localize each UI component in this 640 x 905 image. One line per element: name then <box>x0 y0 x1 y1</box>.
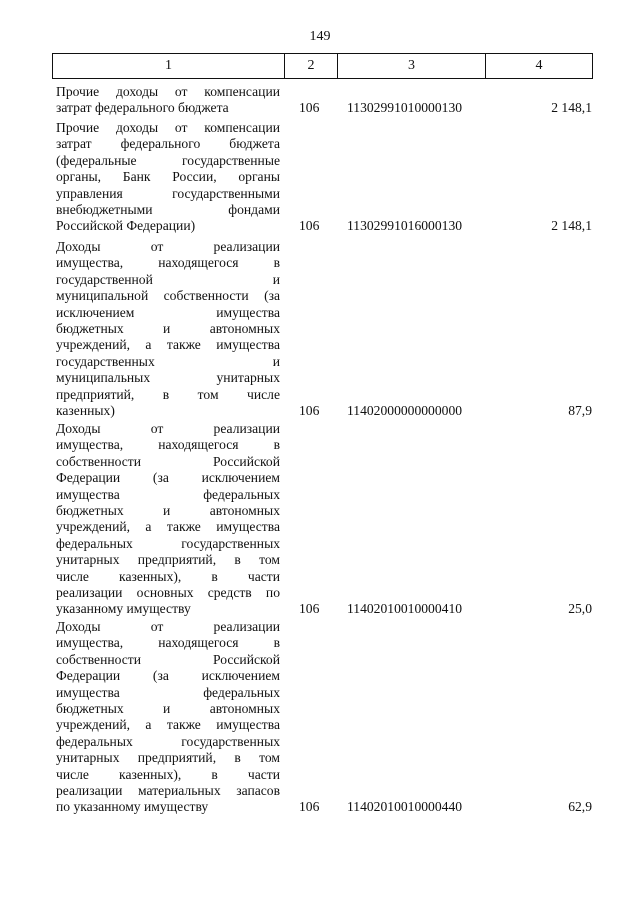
header-col-3: 3 <box>338 54 486 78</box>
row-description <box>56 619 280 816</box>
description-line: имущества федеральных <box>56 684 280 700</box>
description-line: имущества, находящегося в <box>56 255 280 271</box>
description-line: Доходы от реализации <box>56 421 280 436</box>
row-amount: 25,0 <box>568 601 592 617</box>
description-line: Доходы от реализации <box>56 619 280 634</box>
description-line: реализации основных средств по <box>56 585 280 601</box>
table-row <box>56 421 592 618</box>
description-line: муниципальной собственности (за <box>56 288 280 304</box>
table-row <box>56 120 592 235</box>
table-header <box>52 53 593 79</box>
row-amount: 62,9 <box>568 799 592 815</box>
description-line: реализации материальных запасов <box>56 783 280 799</box>
description-line: собственности Российской <box>56 453 280 469</box>
row-description <box>56 421 280 618</box>
description-line: указанному имуществу <box>56 601 191 617</box>
description-line: Прочие доходы от компенсации <box>56 120 280 135</box>
description-line: исключением имущества <box>56 304 280 320</box>
description-line: бюджетных и автономных <box>56 321 280 337</box>
description-line: затрат федерального бюджета <box>56 136 280 152</box>
description-line: унитарных предприятий, в том <box>56 552 280 568</box>
description-line: имущества федеральных <box>56 486 280 502</box>
row-admin-code: 106 <box>299 403 320 419</box>
header-col-2: 2 <box>285 54 338 78</box>
row-admin-code: 106 <box>299 601 320 617</box>
description-line: (федеральные государственные <box>56 152 280 168</box>
row-budget-code: 11302991016000130 <box>347 218 463 234</box>
description-line: государственных и <box>56 353 280 369</box>
row-description <box>56 84 280 117</box>
description-line: унитарных предприятий, в том <box>56 750 280 766</box>
row-budget-code: 11402000000000000 <box>347 403 463 419</box>
description-line: числе казенных), в части <box>56 568 280 584</box>
description-line: имущества, находящегося в <box>56 437 280 453</box>
description-line: федеральных государственных <box>56 535 280 551</box>
description-line: собственности Российской <box>56 651 280 667</box>
description-line: муниципальных унитарных <box>56 370 280 386</box>
description-line: затрат федерального бюджета <box>56 100 229 116</box>
description-line: числе казенных), в части <box>56 766 280 782</box>
table-row <box>56 84 592 117</box>
row-amount: 87,9 <box>568 403 592 419</box>
description-line: Доходы от реализации <box>56 239 280 254</box>
description-line: бюджетных и автономных <box>56 701 280 717</box>
description-line: бюджетных и автономных <box>56 503 280 519</box>
description-line: имущества, находящегося в <box>56 635 280 651</box>
description-line: предприятий, в том числе <box>56 386 280 402</box>
description-line: учреждений, а также имущества <box>56 519 280 535</box>
row-budget-code: 11402010010000410 <box>347 601 463 617</box>
row-amount: 2 148,1 <box>551 100 592 116</box>
description-line: Прочие доходы от компенсации <box>56 84 280 99</box>
description-line: государственной и <box>56 271 280 287</box>
description-line: учреждений, а также имущества <box>56 337 280 353</box>
row-admin-code: 106 <box>299 799 320 815</box>
header-col-4: 4 <box>535 58 543 73</box>
description-line: органы, Банк России, органы <box>56 169 280 185</box>
row-admin-code: 106 <box>299 100 320 116</box>
description-line: учреждений, а также имущества <box>56 717 280 733</box>
row-amount: 2 148,1 <box>551 218 592 234</box>
description-line: Федерации (за исключением <box>56 668 280 684</box>
description-line: федеральных государственных <box>56 733 280 749</box>
table-row <box>56 619 592 816</box>
row-budget-code: 11302991010000130 <box>347 100 463 116</box>
row-admin-code: 106 <box>299 218 320 234</box>
row-description <box>56 120 280 235</box>
description-line: по указанному имуществу <box>56 799 209 815</box>
table-row <box>56 239 592 419</box>
header-col-1: 1 <box>53 54 285 78</box>
row-budget-code: 11402010010000440 <box>347 799 463 815</box>
page-number: 149 <box>309 29 331 44</box>
description-line: Федерации (за исключением <box>56 470 280 486</box>
row-description <box>56 239 280 419</box>
description-line: управления государственными <box>56 185 280 201</box>
description-line: внебюджетными фондами <box>56 202 280 218</box>
description-line: казенных) <box>56 403 115 419</box>
description-line: Российской Федерации) <box>56 218 196 234</box>
